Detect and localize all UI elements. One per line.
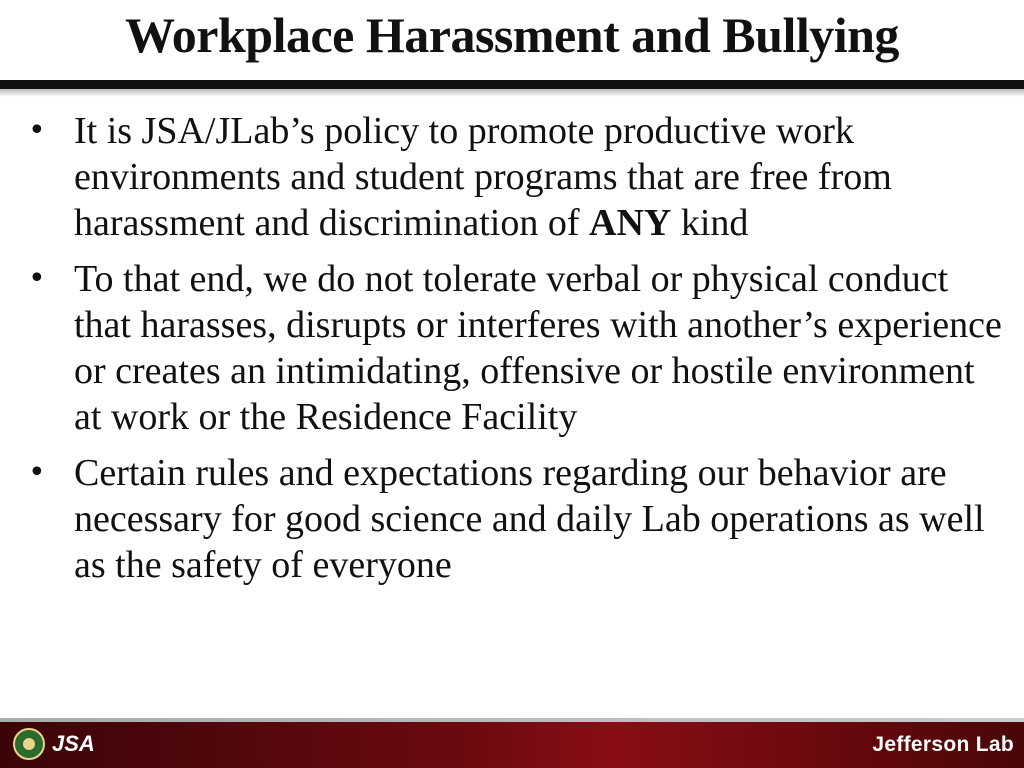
- emphasis-text: ANY: [589, 202, 672, 244]
- title-bar: [0, 0, 1024, 80]
- title-divider-shadow: [0, 89, 1024, 97]
- bullet-item: [20, 256, 1005, 440]
- bullet-dot: •: [28, 455, 46, 490]
- bullet-item: [20, 450, 1005, 588]
- jefferson-lab-logo: Jefferson Lab: [872, 733, 1014, 756]
- footer-bar: [0, 722, 1024, 768]
- bullet-text: To that end, we do not tolerate verbal or physical conduct that harasses, disrupts or interferes with another’s experience or creates an intimidating, offensive or hostile environment at work or the Residence Facility: [74, 258, 1002, 438]
- bullet-dot: •: [28, 261, 46, 296]
- bullet-list: [20, 108, 1005, 598]
- title-divider: [0, 80, 1024, 89]
- doe-seal-icon: [13, 728, 45, 760]
- jsa-logo: JSA: [52, 731, 95, 756]
- bullet-text: It is JSA/JLab’s policy to promote productive work environments and student programs that are free from harassment and discrimination of ANY kind: [74, 110, 892, 244]
- slide-title: Workplace Harassment and Bullying: [125, 7, 899, 63]
- bullet-item: [20, 108, 1005, 246]
- bullet-dot: •: [28, 113, 46, 148]
- bullet-text: Certain rules and expectations regarding our behavior are necessary for good science and daily Lab operations as well as the safety of everyone: [74, 452, 985, 586]
